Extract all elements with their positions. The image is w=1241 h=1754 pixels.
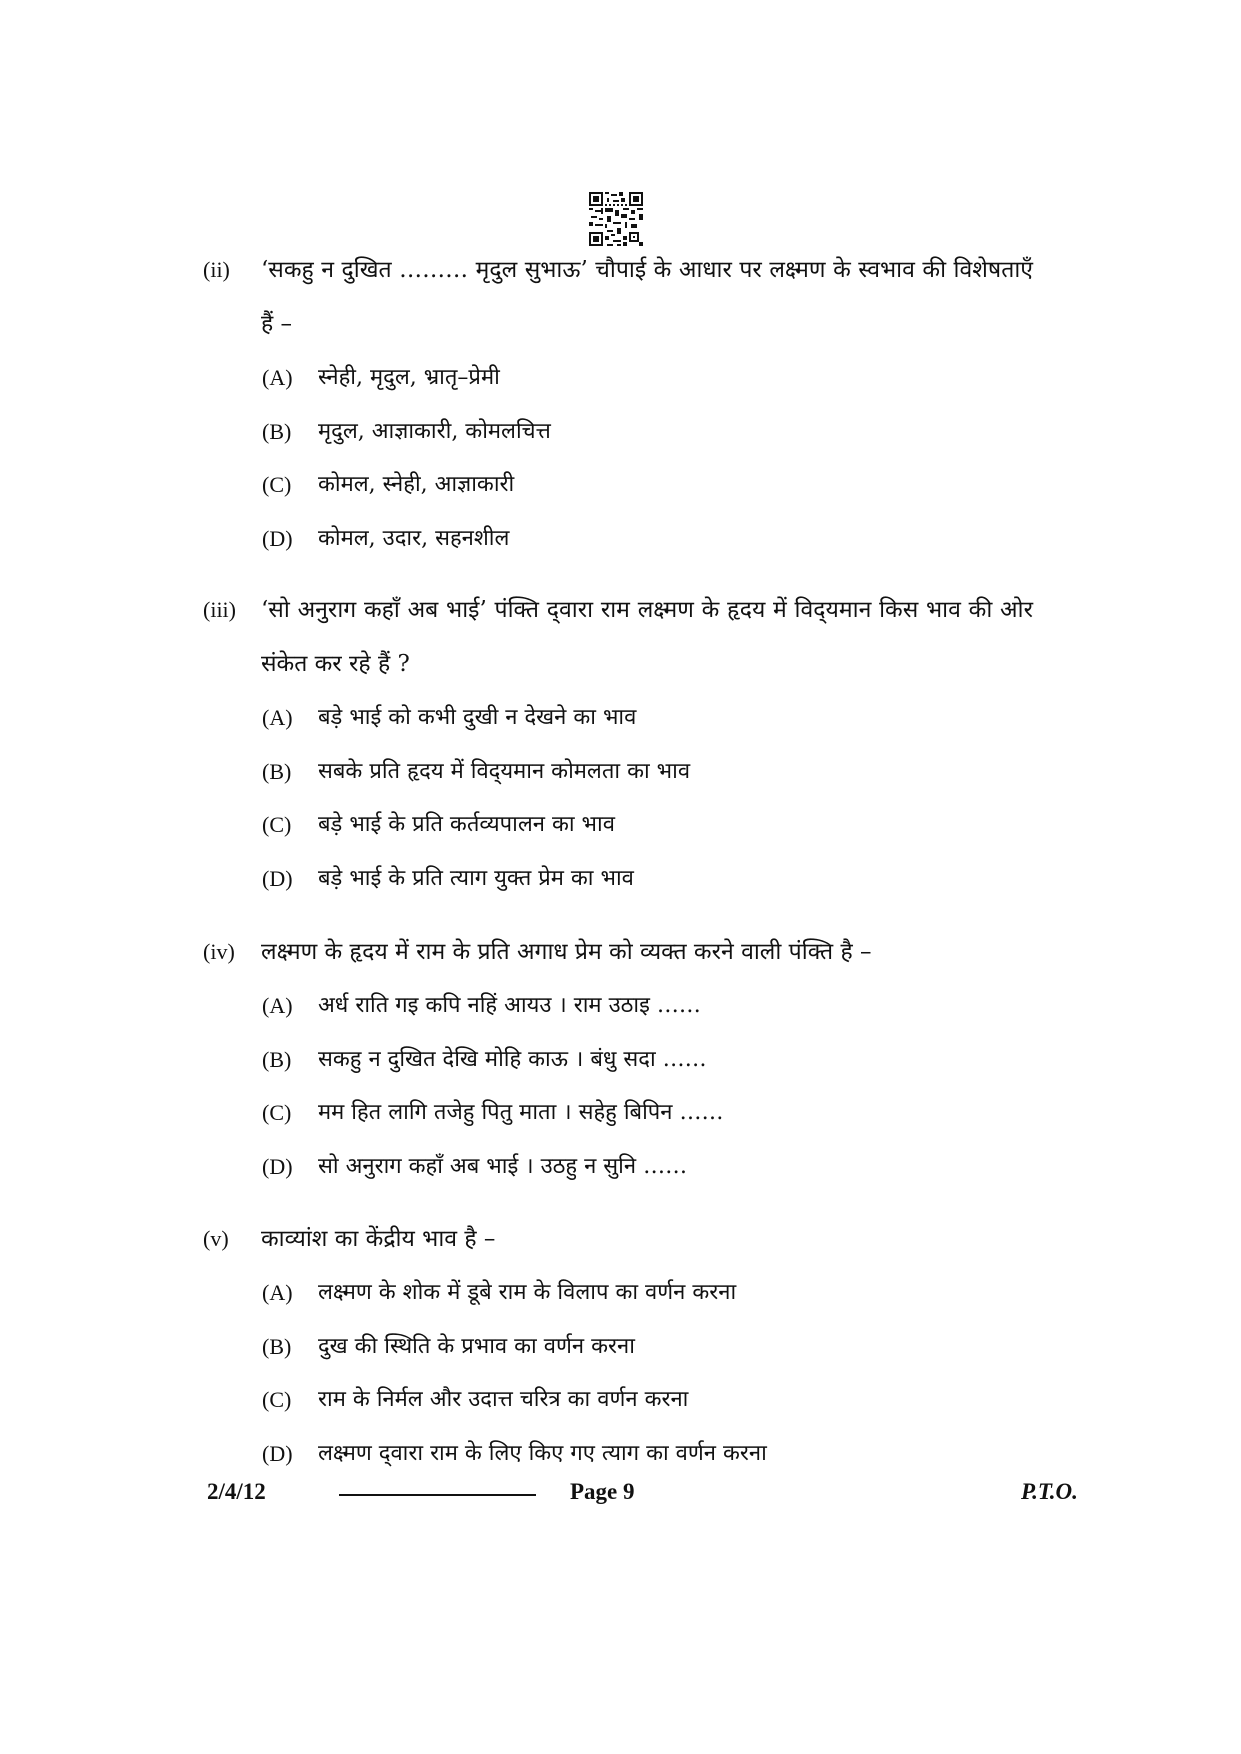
option-c (203, 1373, 1033, 1427)
option-text: मम हित लागि तजेहु पितु माता । सहेहु बिपिन …… (318, 1100, 724, 1125)
footer-rule (339, 1494, 536, 1496)
question-text: काव्यांश का केंद्रीय भाव है – (261, 1226, 496, 1252)
option-text: कोमल, उदार, सहनशील (318, 525, 510, 551)
option-b (203, 1033, 1033, 1087)
option-d (203, 852, 1033, 906)
question-header (203, 1212, 1033, 1266)
pto-note: P.T.O. (1021, 1479, 1078, 1504)
options-list (203, 691, 1033, 905)
option-a (203, 979, 1033, 1033)
option-label: (B) (262, 418, 292, 444)
option-a (203, 351, 1033, 405)
option-text: दुख की स्थिति के प्रभाव का वर्णन करना (318, 1333, 635, 1359)
option-text: लक्ष्मण के शोक में डूबे राम के विलाप का वर्णन करना (318, 1280, 737, 1305)
question-iii (203, 583, 1033, 905)
option-label: (B) (262, 1333, 292, 1359)
option-text: बड़े भाई के प्रति त्याग युक्त प्रेम का भाव (318, 865, 634, 891)
page-number: Page 9 (570, 1479, 635, 1504)
option-text: सकहु न दुखित देखि मोहि काऊ । बंधु सदा …… (318, 1046, 707, 1072)
option-c (203, 1086, 1033, 1140)
option-d (203, 1140, 1033, 1194)
option-b (203, 405, 1033, 459)
option-c (203, 798, 1033, 852)
question-header (203, 583, 1033, 691)
question-iv (203, 925, 1033, 1193)
option-a (203, 1266, 1033, 1320)
question-header (203, 243, 1033, 351)
option-label: (C) (262, 1387, 292, 1412)
question-text: ‘सकहु न दुखित ……… मृदुल सुभाऊ’ चौपाई के आधार पर लक्ष्मण के स्वभाव की विशेषताएँ हैं – (261, 257, 1033, 337)
page-footer (0, 1471, 1241, 1511)
options-list (203, 1266, 1033, 1480)
question-number: (v) (203, 1226, 229, 1251)
option-a (203, 691, 1033, 745)
option-label: (C) (262, 1100, 292, 1125)
option-label: (D) (262, 1440, 293, 1466)
option-text: राम के निर्मल और उदात्त चरित्र का वर्णन करना (318, 1387, 689, 1412)
question-header (203, 925, 1033, 979)
option-d (203, 512, 1033, 566)
option-text: अर्ध राति गइ कपि नहिं आयउ । राम उठाइ …… (318, 993, 701, 1018)
paper-code: 2/4/12 (207, 1479, 266, 1504)
option-text: कोमल, स्नेही, आज्ञाकारी (318, 472, 515, 497)
option-label: (A) (262, 1280, 293, 1305)
option-b (203, 745, 1033, 799)
option-text: स्नेही, मृदुल, भ्रातृ–प्रेमी (318, 365, 500, 390)
question-v (203, 1212, 1033, 1480)
option-text: बड़े भाई को कभी दुखी न देखने का भाव (318, 705, 637, 730)
qr-code-icon (589, 192, 643, 246)
option-label: (D) (262, 525, 293, 551)
question-ii (203, 243, 1033, 565)
option-text: सो अनुराग कहाँ अब भाई । उठहु न सुनि …… (318, 1153, 688, 1179)
option-c (203, 458, 1033, 512)
option-text: सबके प्रति हृदय में विद्‌यमान कोमलता का भाव (318, 758, 691, 784)
option-label: (C) (262, 812, 292, 837)
option-label: (C) (262, 472, 292, 497)
option-label: (B) (262, 758, 292, 784)
option-label: (D) (262, 1153, 293, 1179)
option-label: (A) (262, 993, 293, 1018)
option-label: (D) (262, 865, 293, 891)
question-text: लक्ष्मण के हृदय में राम के प्रति अगाध प्रेम को व्यक्त करने वाली पंक्ति है – (261, 939, 872, 965)
option-text: बड़े भाई के प्रति कर्तव्यपालन का भाव (318, 812, 615, 837)
option-text: लक्ष्मण द्‌वारा राम के लिए किए गए त्याग का वर्णन करना (318, 1440, 767, 1466)
options-list (203, 979, 1033, 1193)
option-label: (B) (262, 1046, 292, 1072)
question-number: (iii) (203, 597, 236, 622)
option-label: (A) (262, 365, 293, 390)
option-text: मृदुल, आज्ञाकारी, कोमलचित्त (318, 418, 551, 444)
option-b (203, 1320, 1033, 1374)
question-text: ‘सो अनुराग कहाँ अब भाई’ पंक्ति द्‌वारा राम लक्ष्मण के हृदय में विद्‌यमान किस भाव की ओर संकेत कर रहे हैं ? (261, 597, 1033, 677)
option-label: (A) (262, 705, 293, 730)
options-list (203, 351, 1033, 565)
question-number: (iv) (203, 939, 235, 964)
question-number: (ii) (203, 257, 230, 282)
